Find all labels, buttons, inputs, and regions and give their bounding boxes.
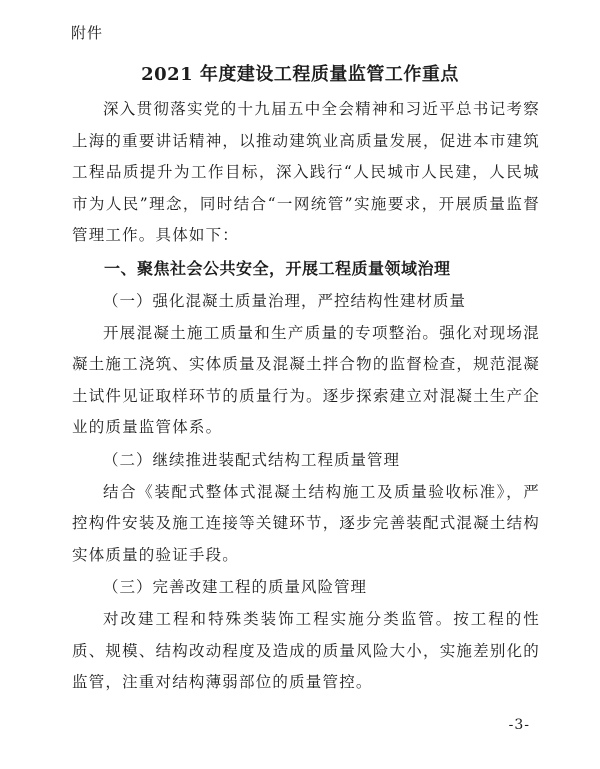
subsection-body-3: 对改建工程和特殊类装饰工程实施分类监管。按工程的性质、规模、结构改动程度及造成的质量风险大小，实施差别化的监管，注重对结构薄弱部位的质量管控。	[72, 610, 540, 691]
subsection-heading-3: （三）完善改建工程的质量风险管理	[103, 578, 368, 596]
subsection-heading-2: （二）继续推进装配式结构工程质量管理	[103, 450, 401, 469]
subsection-heading-1: （一）强化混凝土质量治理，严控结构性建材质量	[103, 291, 467, 310]
page-number: -3-	[508, 717, 530, 733]
document-body	[72, 94, 540, 699]
subsection-body-1: 开展混凝土施工质量和生产质量的专项整治。强化对现场混凝土施工浇筑、实体质量及混凝土拌合物的监督检查，规范混凝土试件见证取样环节的质量行为。逐步探索建立对混凝土生产企业的质量监管体系。	[72, 323, 540, 436]
section-heading-1: 一、聚焦社会公共安全，开展工程质量领域治理	[104, 258, 451, 278]
subsection-body-2: 结合《装配式整体式混凝土结构施工及质量验收标准》，严控构件安装及施工连接等关键环节，逐步完善装配式混凝土结构实体质量的验证手段。	[72, 482, 540, 564]
attachment-label: 附件	[71, 24, 104, 42]
intro-paragraph: 深入贯彻落实党的十九届五中全会精神和习近平总书记考察上海的重要讲话精神，以推动建筑业高质量发展，促进本市建筑工程品质提升为工作目标，深入践行“人民城市人民建，人民城市为人民”理念，同时结合“一网统管”实施要求，开展质量监督管理工作。具体如下：	[72, 100, 540, 244]
document-title: 2021 年度建设工程质量监管工作重点	[141, 64, 459, 85]
